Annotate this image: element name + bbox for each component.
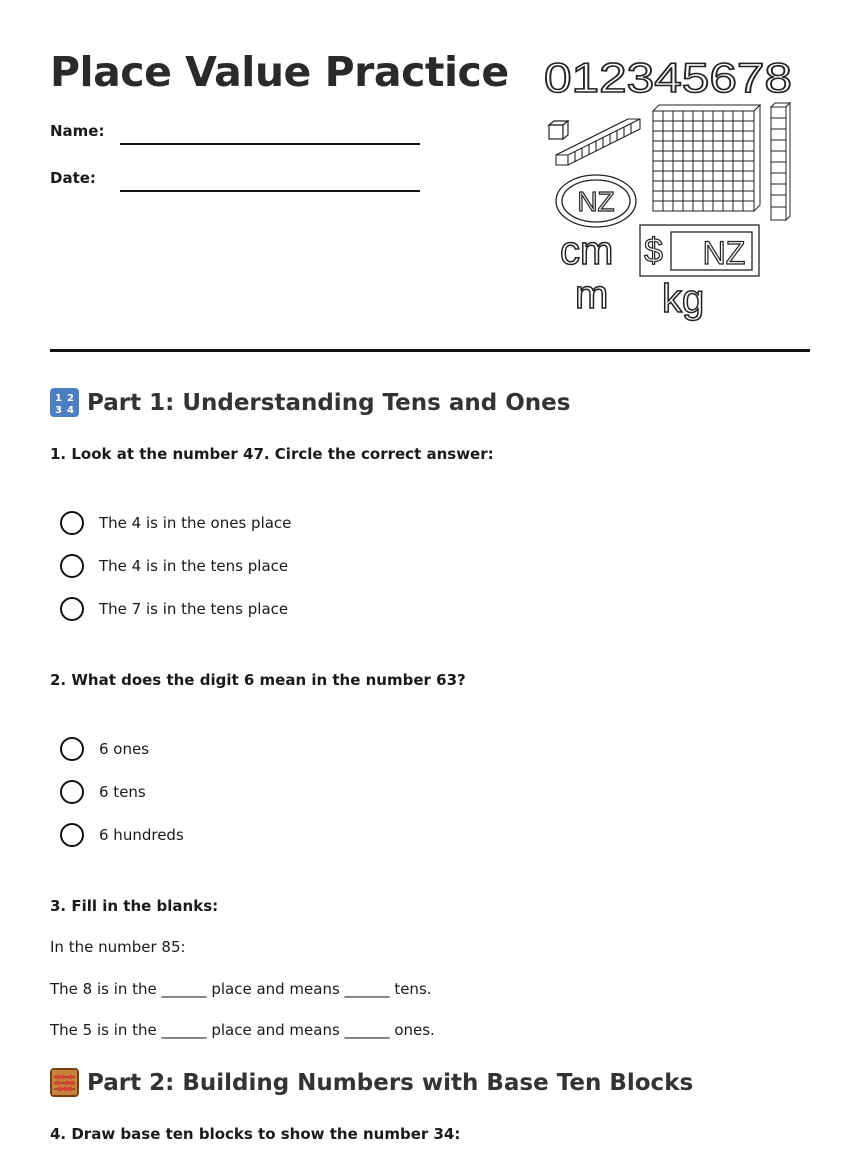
q2-option-2[interactable]: [60, 780, 146, 804]
option-label: 6 tens: [99, 783, 146, 801]
clipart-digits: 012345678: [544, 54, 792, 101]
date-label: Date:: [50, 169, 96, 187]
unit-label-cm: cm: [560, 229, 614, 273]
part1-title: Part 1: Understanding Tens and Ones: [87, 389, 571, 416]
q3-intro: In the number 85:: [50, 938, 186, 956]
hundred-flat-icon: [653, 105, 760, 211]
option-label: 6 hundreds: [99, 826, 184, 844]
q2-option-3[interactable]: [60, 823, 184, 847]
option-label: The 7 is in the tens place: [99, 600, 289, 618]
svg-text:2: 2: [67, 393, 74, 404]
radio-circle[interactable]: [60, 823, 84, 847]
abacus-icon: [50, 1068, 79, 1097]
math-clipart-image: [540, 52, 800, 327]
nz-banknote-icon: [640, 225, 759, 276]
question-1: 1. Look at the number 47. Circle the correct answer:: [50, 445, 494, 463]
vertical-rod-icon: [771, 103, 790, 220]
question-4: 4. Draw base ten blocks to show the number 34:: [50, 1125, 461, 1143]
radio-circle[interactable]: [60, 597, 84, 621]
option-label: 6 ones: [99, 740, 150, 758]
name-field[interactable]: [120, 143, 420, 145]
part2-title: Part 2: Building Numbers with Base Ten Blocks: [87, 1069, 694, 1096]
option-label: The 4 is in the ones place: [99, 514, 292, 532]
q1-option-1[interactable]: [60, 511, 291, 535]
svg-text:1: 1: [55, 393, 62, 404]
unit-label-m: m: [575, 273, 609, 317]
question-2: 2. What does the digit 6 mean in the number 63?: [50, 671, 466, 689]
coin-label: NZ: [577, 186, 615, 217]
radio-circle[interactable]: [60, 554, 84, 578]
svg-text:3: 3: [55, 405, 62, 415]
date-field[interactable]: [120, 190, 420, 192]
radio-circle[interactable]: [60, 780, 84, 804]
unit-cube-icon: [549, 121, 568, 139]
q3-blank-line-1: The 8 is in the ______ place and means ______ tens.: [50, 980, 432, 998]
q2-option-1[interactable]: [60, 737, 149, 761]
page-title: Place Value Practice: [50, 48, 509, 96]
q3-blank-line-2: The 5 is in the ______ place and means ______ ones.: [50, 1021, 435, 1039]
part1-heading: [50, 388, 570, 417]
header-divider: [50, 349, 810, 352]
radio-circle[interactable]: [60, 511, 84, 535]
q1-option-2[interactable]: [60, 554, 288, 578]
name-label: Name:: [50, 122, 105, 140]
q1-option-3[interactable]: [60, 597, 288, 621]
unit-label-kg: kg: [662, 277, 705, 321]
radio-circle[interactable]: [60, 737, 84, 761]
nz-coin-icon: [556, 175, 636, 227]
option-label: The 4 is in the tens place: [99, 557, 289, 575]
question-3: 3. Fill in the blanks:: [50, 897, 219, 915]
part2-heading: [50, 1068, 693, 1097]
banknote-symbol: $: [644, 232, 663, 270]
svg-text:4: 4: [67, 405, 74, 415]
input-numbers-icon: [50, 388, 79, 417]
banknote-label: NZ: [702, 235, 746, 271]
